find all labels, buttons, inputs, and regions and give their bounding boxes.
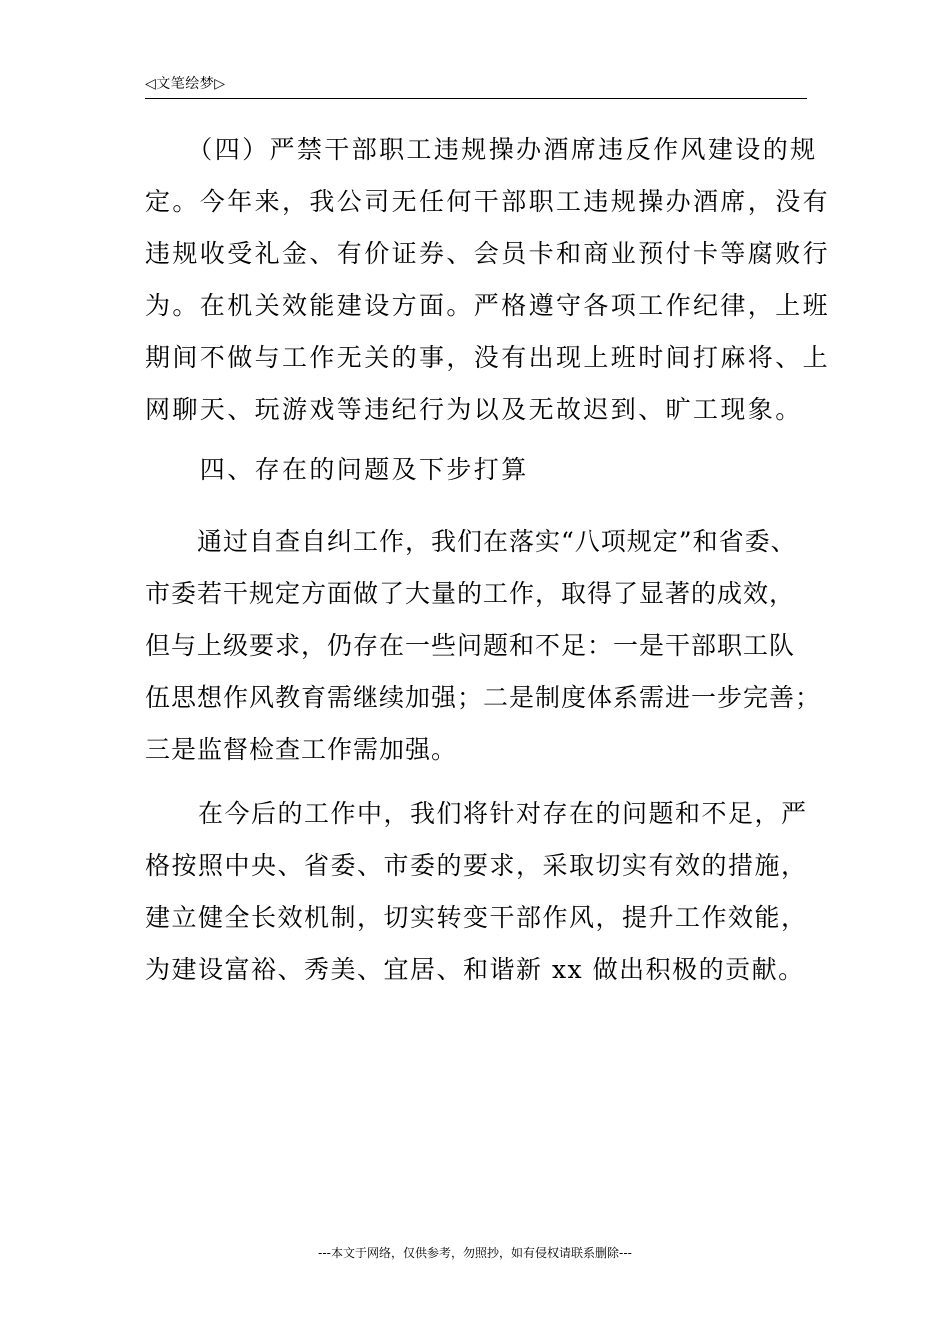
text-line: 在今后的工作中，我们将针对存在的问题和不足，严 bbox=[145, 799, 808, 828]
text-line: 期间不做与工作无关的事，没有出现上班时间打麻将、上 bbox=[145, 343, 831, 372]
text-line: 三是监督检查工作需加强。 bbox=[145, 735, 458, 764]
text-line: 定。今年来，我公司无任何干部职工违规操办酒席，没有 bbox=[145, 187, 831, 216]
text-line: 为。在机关效能建设方面。严格遵守各项工作纪律，上班 bbox=[145, 291, 831, 320]
text-line: 通过自查自纠工作，我们在落实“八项规定”和省委、 bbox=[145, 527, 797, 556]
paragraph-discipline bbox=[145, 124, 831, 436]
heading-line: 四、存在的问题及下步打算 bbox=[145, 455, 529, 484]
text-line: 违规收受礼金、有价证券、会员卡和商业预付卡等腐败行 bbox=[145, 239, 831, 268]
text-line: 格按照中央、省委、市委的要求，采取切实有效的措施， bbox=[145, 851, 808, 880]
text-line: 市委若干规定方面做了大量的工作，取得了显著的成效， bbox=[145, 579, 796, 608]
text-line: 伍思想作风教育需继续加强；二是制度体系需进一步完善； bbox=[145, 683, 822, 712]
page-header bbox=[145, 72, 807, 99]
paragraph-problems bbox=[145, 516, 822, 776]
header-title: ◁文笔绘梦▷ bbox=[145, 76, 226, 92]
text-line: 但与上级要求，仍存在一些问题和不足：一是干部职工队 bbox=[145, 631, 796, 660]
text-line: 为建设富裕、秀美、宜居、和谐新 xx 做出积极的贡献。 bbox=[145, 955, 805, 984]
text-line: 网聊天、玩游戏等违纪行为以及无故迟到、旷工现象。 bbox=[145, 395, 803, 424]
page-footer: ---本文于网络，仅供参考，勿照抄，如有侵权请联系删除--- bbox=[318, 1246, 632, 1260]
text-line: （四）严禁干部职工违规操办酒席违反作风建设的规 bbox=[145, 135, 818, 164]
section-heading bbox=[145, 444, 815, 496]
paragraph-plans bbox=[145, 788, 815, 996]
text-line: 建立健全长效机制，切实转变干部作风，提升工作效能， bbox=[145, 903, 808, 932]
